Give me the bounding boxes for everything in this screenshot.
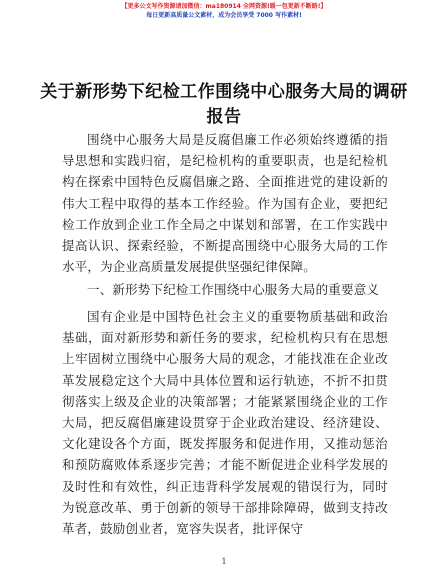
section-heading: 一、新形势下纪检工作围绕中心服务大局的重要意义 [87,282,380,297]
page-number: 1 [221,557,227,566]
document-title: 关于新形势下纪检工作围绕中心服务大局的调研报告 [40,82,408,127]
promo-banner-line2: 每日更新高质量公文素材，成为会员享受 7000 写作素材! [146,12,302,19]
promo-banner [0,2,448,20]
promo-banner-line1: 【更多公文写作资源请加微信：ma180914 全网资源!暖一包更新不断路!】 [121,3,327,10]
body-paragraph: 国有企业是中国特色社会主义的重要物质基础和政治基础，面对新形势和新任务的要求，纪检机构只有在思想上牢固树立围绕中心服务大局的观念，才能找准在企业改革发展稳定这个大局中具体位置和运行轨迹，不折不扣贯彻落实上级及企业的决策部署；才能紧紧围绕企业的工作大局，把反腐倡廉建设贯穿于企业政治建设、经济建设、文化建设各个方面，既发挥服务和促进作用，又推动惩治和预防腐败体系逐步完善；才能不断促进企业科学发展的及时性和有效性，纠正违背科学发展观的错误行为，同时为锐意改革、勇于创新的领导干部排除障碍，做到支持改革者，鼓励创业者，宽容失误者，批评保守 [62,309,388,537]
intro-paragraph: 围绕中心服务大局是反腐倡廉工作必须始终遵循的指导思想和实践归宿，是纪检机构的重要职责，也是纪检机构在探索中国特色反腐倡廉之路、全面推进党的建设新的伟大工程中取得的基本工作经验。作为国有企业，要把纪检工作放到企业工作全局之中谋划和部署，在工作实践中提高认识、探索经验，不断提高围绕中心服务大局的工作水平，为企业高质量发展提供坚强纪律保障。 [62,132,388,275]
